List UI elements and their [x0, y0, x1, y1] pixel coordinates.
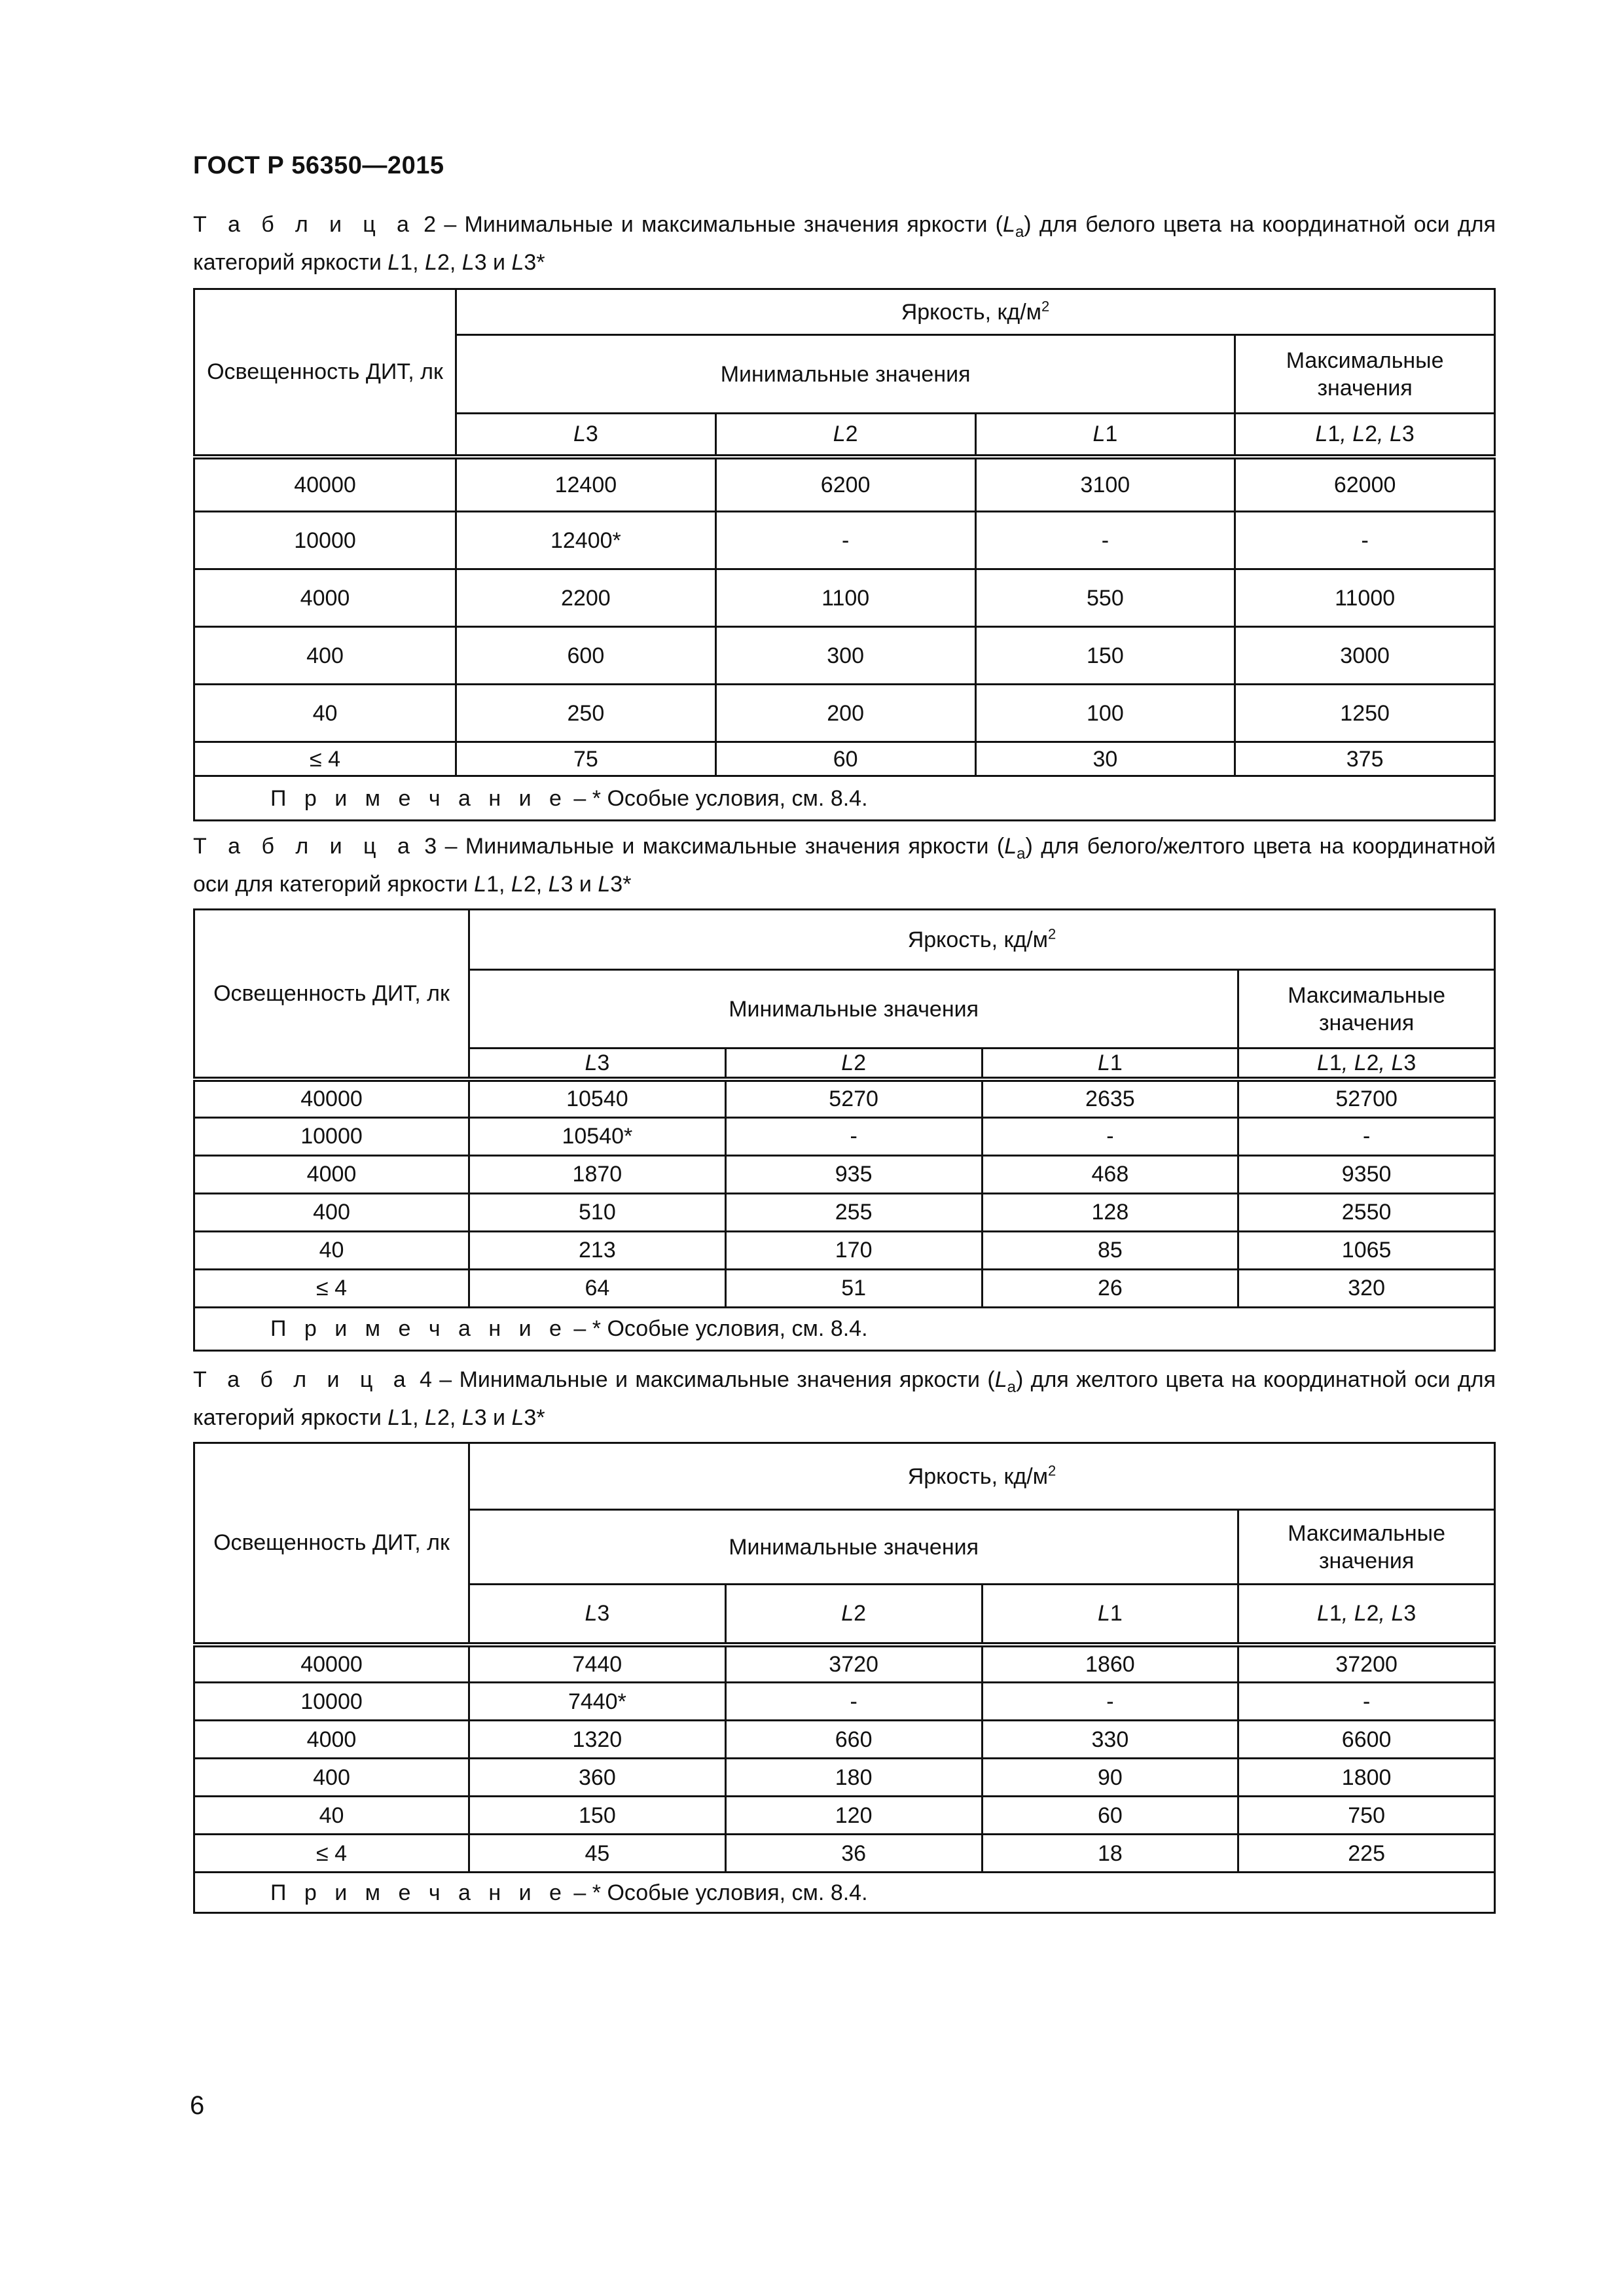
cell: 400: [194, 1759, 469, 1797]
cell: 375: [1235, 742, 1495, 776]
cell: 40000: [194, 1645, 469, 1683]
header-maximum-values: Максимальные значения: [1235, 335, 1495, 414]
cell: 1100: [715, 569, 975, 627]
cell: 510: [469, 1193, 726, 1231]
table-row: [194, 569, 1495, 627]
table-3-label: Т а б л и ц а: [193, 834, 416, 859]
table-row: [194, 1269, 1495, 1307]
cell: 90: [982, 1759, 1238, 1797]
cell: 7440*: [469, 1683, 726, 1721]
cell: 550: [975, 569, 1235, 627]
table-2-label: Т а б л и ц а: [193, 212, 416, 237]
cell: 1065: [1238, 1231, 1495, 1269]
cell: 5270: [725, 1079, 982, 1117]
cell: 1860: [982, 1645, 1238, 1683]
cell: 40: [194, 1797, 469, 1835]
cell: 320: [1238, 1269, 1495, 1307]
cell: 85: [982, 1231, 1238, 1269]
cell: 150: [975, 627, 1235, 685]
table-2: [193, 288, 1496, 821]
header-l1: L1: [982, 1585, 1238, 1645]
cell: 10000: [194, 1117, 469, 1155]
document-header: ГОСТ Р 56350—2015: [193, 152, 444, 179]
cell: 255: [725, 1193, 982, 1231]
cell: 400: [194, 1193, 469, 1231]
cell: 330: [982, 1721, 1238, 1759]
cell: 3100: [975, 457, 1235, 512]
cell: 10000: [194, 1683, 469, 1721]
cell: ≤ 4: [194, 1835, 469, 1873]
table-row: [194, 1797, 1495, 1835]
table-row: [194, 1759, 1495, 1797]
table-2-caption-text: 2 – Минимальные и максимальные значения яркости $(L_a)$ для белого цвета на координатной оси для категорий яркости L1, L2, L3 и L3*: [193, 212, 1496, 275]
header-l-all: L1, L2, L3: [1238, 1585, 1495, 1645]
header-l1: L1: [975, 414, 1235, 457]
cell: 600: [456, 627, 716, 685]
page-number: 6: [190, 2091, 205, 2120]
cell: 1800: [1238, 1759, 1495, 1797]
cell: 1870: [469, 1155, 726, 1193]
cell: 1250: [1235, 685, 1495, 742]
cell: 128: [982, 1193, 1238, 1231]
table-4: [193, 1442, 1496, 1914]
table-note: [194, 1307, 1495, 1350]
cell: 6200: [715, 457, 975, 512]
header-l2: L2: [725, 1585, 982, 1645]
cell: 250: [456, 685, 716, 742]
header-minimum-values: Минимальные значения: [456, 335, 1235, 414]
table-note: [194, 776, 1495, 821]
cell: -: [715, 512, 975, 569]
cell: 26: [982, 1269, 1238, 1307]
cell: 11000: [1235, 569, 1495, 627]
header-l1: L1: [982, 1049, 1238, 1080]
cell: 18: [982, 1835, 1238, 1873]
note-text: – * Особые условия, см. 8.4.: [573, 1316, 868, 1341]
cell: 52700: [1238, 1079, 1495, 1117]
table-row: [194, 512, 1495, 569]
cell: 225: [1238, 1835, 1495, 1873]
table-row: [194, 1155, 1495, 1193]
cell: 60: [982, 1797, 1238, 1835]
cell: 75: [456, 742, 716, 776]
header-minimum-values: Минимальные значения: [469, 1510, 1238, 1585]
cell: 45: [469, 1835, 726, 1873]
cell: 7440: [469, 1645, 726, 1683]
cell: 3000: [1235, 627, 1495, 685]
header-l3: L3: [469, 1049, 726, 1080]
header-l2: L2: [715, 414, 975, 457]
table-3: [193, 908, 1496, 1352]
header-brightness: Яркость, $кд/м^2$: [469, 910, 1495, 970]
cell: 4000: [194, 1155, 469, 1193]
cell: 170: [725, 1231, 982, 1269]
cell: 10540*: [469, 1117, 726, 1155]
note-text: – * Особые условия, см. 8.4.: [573, 785, 868, 811]
cell: 200: [715, 685, 975, 742]
cell: -: [975, 512, 1235, 569]
cell: 1320: [469, 1721, 726, 1759]
cell: 2635: [982, 1079, 1238, 1117]
cell: 4000: [194, 569, 456, 627]
cell: 64: [469, 1269, 726, 1307]
cell: ≤ 4: [194, 1269, 469, 1307]
column-header-illuminance: Освещенность ДИТ, лк: [194, 289, 456, 457]
table-4-caption-text: 4 – Минимальные и максимальные значения яркости $(L_a)$ для желтого цвета на координатной оси для категорий яркости L1, L2, L3 и L3*: [193, 1367, 1496, 1430]
table-row: [194, 1117, 1495, 1155]
cell: 4000: [194, 1721, 469, 1759]
cell: 360: [469, 1759, 726, 1797]
cell: 60: [715, 742, 975, 776]
cell: 120: [725, 1797, 982, 1835]
cell: 468: [982, 1155, 1238, 1193]
header-l3: L3: [456, 414, 716, 457]
cell: 10540: [469, 1079, 726, 1117]
cell: 40: [194, 1231, 469, 1269]
header-l3: L3: [469, 1585, 726, 1645]
table-4-caption: [193, 1365, 1496, 1433]
cell: 150: [469, 1797, 726, 1835]
cell: 51: [725, 1269, 982, 1307]
cell: 300: [715, 627, 975, 685]
cell: -: [1238, 1117, 1495, 1155]
cell: 12400*: [456, 512, 716, 569]
cell: -: [982, 1117, 1238, 1155]
cell: -: [725, 1683, 982, 1721]
cell: 213: [469, 1231, 726, 1269]
header-minimum-values: Минимальные значения: [469, 970, 1238, 1049]
table-row: [194, 1835, 1495, 1873]
table-row: [194, 1683, 1495, 1721]
note-text: – * Особые условия, см. 8.4.: [573, 1880, 868, 1905]
table-row: [194, 1231, 1495, 1269]
cell: 62000: [1235, 457, 1495, 512]
header-l-all: L1, L2, L3: [1238, 1049, 1495, 1080]
table-3-caption-text: 3 – Минимальные и максимальные значения яркости $(L_a)$ для белого/желтого цвета на координатной оси для категорий яркости L1, L2, L3 и L3*: [193, 834, 1496, 897]
cell: 37200: [1238, 1645, 1495, 1683]
table-4-label: Т а б л и ц а: [193, 1367, 412, 1392]
cell: 660: [725, 1721, 982, 1759]
table-row: [194, 1721, 1495, 1759]
cell: -: [1235, 512, 1495, 569]
table-row: [194, 1193, 1495, 1231]
table-row: [194, 1645, 1495, 1683]
cell: 10000: [194, 512, 456, 569]
cell: 2550: [1238, 1193, 1495, 1231]
cell: -: [1238, 1683, 1495, 1721]
cell: -: [982, 1683, 1238, 1721]
column-header-illuminance: Освещенность ДИТ, лк: [194, 1443, 469, 1645]
note-label: П р и м е ч а н и е: [270, 785, 568, 811]
note-label: П р и м е ч а н и е: [270, 1316, 568, 1341]
table-row: [194, 1079, 1495, 1117]
cell: 30: [975, 742, 1235, 776]
header-brightness: Яркость, $кд/м^2$: [469, 1443, 1495, 1510]
header-maximum-values: Максимальные значения: [1238, 970, 1495, 1049]
cell: 40000: [194, 457, 456, 512]
cell: 6600: [1238, 1721, 1495, 1759]
cell: ≤ 4: [194, 742, 456, 776]
header-brightness: Яркость, $кд/м^2$: [456, 289, 1495, 335]
column-header-illuminance: Освещенность ДИТ, лк: [194, 910, 469, 1080]
table-3-caption: [193, 831, 1496, 899]
cell: 2200: [456, 569, 716, 627]
cell: 9350: [1238, 1155, 1495, 1193]
table-row: [194, 627, 1495, 685]
table-2-caption: [193, 209, 1496, 278]
note-label: П р и м е ч а н и е: [270, 1880, 568, 1905]
cell: -: [725, 1117, 982, 1155]
table-row: [194, 685, 1495, 742]
table-note: [194, 1873, 1495, 1913]
cell: 12400: [456, 457, 716, 512]
cell: 100: [975, 685, 1235, 742]
cell: 40000: [194, 1079, 469, 1117]
cell: 36: [725, 1835, 982, 1873]
header-maximum-values: Максимальные значения: [1238, 1510, 1495, 1585]
table-row: [194, 457, 1495, 512]
header-l-all: L1, L2, L3: [1235, 414, 1495, 457]
cell: 750: [1238, 1797, 1495, 1835]
header-l2: L2: [725, 1049, 982, 1080]
cell: 935: [725, 1155, 982, 1193]
cell: 400: [194, 627, 456, 685]
cell: 3720: [725, 1645, 982, 1683]
cell: 40: [194, 685, 456, 742]
cell: 180: [725, 1759, 982, 1797]
table-row: [194, 742, 1495, 776]
